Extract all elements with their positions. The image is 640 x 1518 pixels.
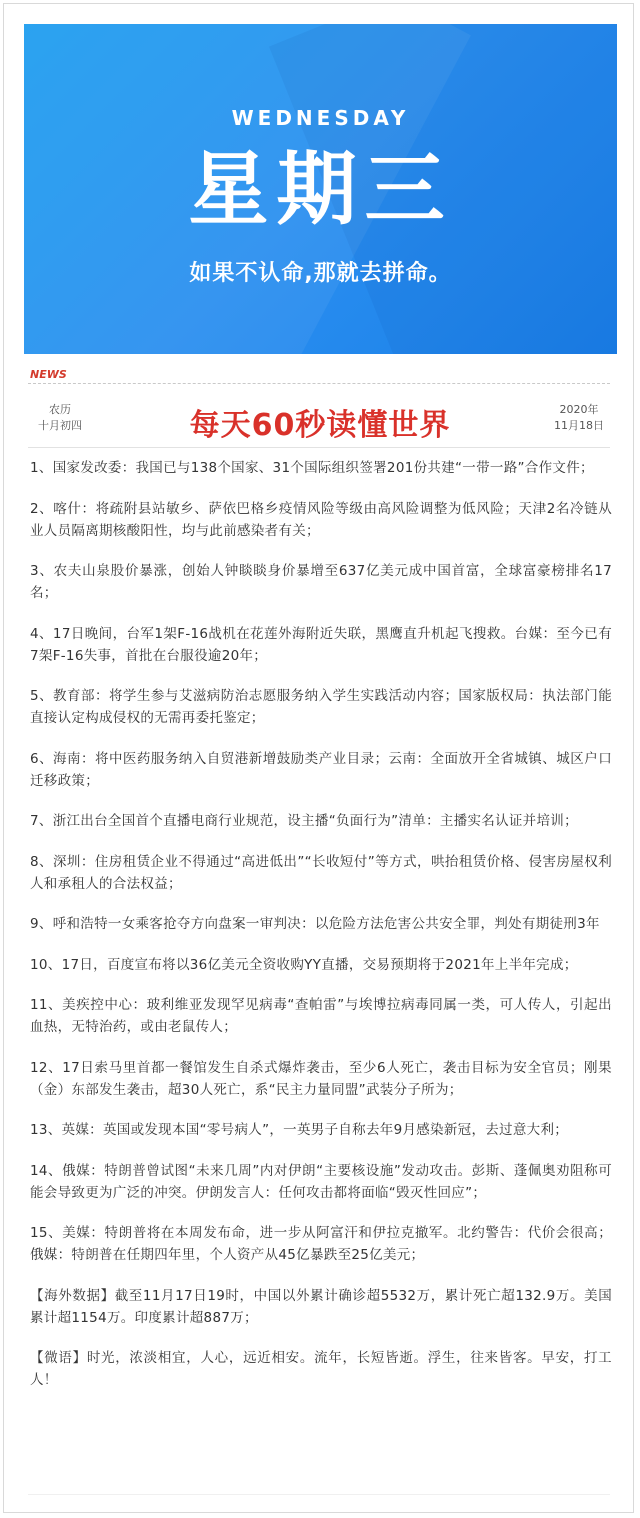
- news-item: 15、美媒：特朗普将在本周发布命，进一步从阿富汗和伊拉克撤军。北约警告：代价会很高；俄媒：特朗普在任期四年里，个人资产从45亿暴跌至25亿美元；: [30, 1225, 612, 1263]
- news-tag: NEWS: [30, 368, 67, 381]
- news-item: 11、美疾控中心：玻利维亚发现罕见病毒“查帕雷”与埃博拉病毒同属一类，可人传人，引起出血热，无特治药，或由老鼠传人；: [30, 997, 612, 1035]
- news-item: 9、呼和浩特一女乘客抢夺方向盘案一审判决：以危险方法危害公共安全罪，判处有期徒刑3年: [30, 916, 600, 932]
- date-month-day: 11月18日: [554, 419, 604, 432]
- lunar-date: [30, 402, 90, 434]
- lunar-day: 十月初四: [38, 419, 82, 432]
- news-item: 10、17日，百度宣布将以36亿美元全资收购YY直播，交易预期将于2021年上半年完成；: [30, 956, 578, 973]
- footer-divider: [28, 1494, 610, 1495]
- news-item: 1、国家发改委：我国已与138个国家、31个国际组织签署201份共建“一带一路”合作文件；: [30, 460, 594, 476]
- gregorian-date: [548, 402, 610, 434]
- news-item: 2、喀什：将疏附县站敏乡、萨依巴格乡疫情风险等级由高风险调整为低风险；天津2名冷链从业人员隔离期核酸阳性，均与此前感染者有关；: [30, 500, 612, 539]
- weekday-english: WEDNESDAY: [231, 106, 410, 130]
- quote-item: 【微语】时光，浓淡相宜，人心，远近相安。流年，长短皆逝。浮生，往来皆客。早安，打工人！: [30, 1350, 612, 1388]
- weekday-chinese: 星期三: [188, 143, 453, 236]
- news-item: 6、海南：将中医药服务纳入自贸港新增鼓励类产业目录；云南：全面放开全省城镇、城区户口迁移政策；: [30, 750, 612, 789]
- news-item: 8、深圳：住房租赁企业不得通过“高进低出”“长收短付”等方式，哄抬租赁价格、侵害房屋权利人和承租人的合法权益；: [30, 853, 612, 892]
- news-item: 14、俄媒：特朗普曾试图“未来几周”内对伊朗“主要核设施”发动攻击。彭斯、蓬佩奥劝阻称可能会导致更为广泛的冲突。伊朗发言人：任何攻击都将面临“毁灭性回应”；: [30, 1162, 612, 1201]
- page-title: 每天60秒读懂世界: [189, 408, 451, 443]
- news-item: 12、17日索马里首都一餐馆发生自杀式爆炸袭击，至少6人死亡，袭击目标为安全官员；刚果（金）东部发生袭击，超30人死亡，系“民主力量同盟”武装分子所为；: [30, 1059, 612, 1098]
- news-item: 3、农夫山泉股价暴涨，创始人钟睒睒身价暴增至637亿美元成中国首富，全球富豪榜排名17名；: [30, 563, 612, 601]
- weekday-banner: [24, 24, 617, 354]
- lunar-label: 农历: [49, 403, 71, 416]
- news-item: 13、英媒：英国或发现本国“零号病人”，一英男子自称去年9月感染新冠，去过意大利；: [30, 1122, 569, 1138]
- news-item: 5、教育部：将学生参与艾滋病防治志愿服务纳入学生实践活动内容；国家版权局：执法部门能直接认定构成侵权的无需再委托鉴定；: [30, 688, 612, 726]
- news-item: 4、17日晚间，台军1架F-16战机在花莲外海附近失联，黑鹰直升机起飞搜救。台媒：至今已有7架F-16失事，首批在台服役逾20年；: [30, 625, 612, 664]
- news-divider: [28, 383, 610, 384]
- banner-slogan: 如果不认命,那就去拼命。: [189, 261, 452, 286]
- overseas-data-item: 【海外数据】截至11月17日19时，中国以外累计确诊超5532万，累计死亡超132.9万。美国累计超1154万。印度累计超887万；: [30, 1287, 612, 1326]
- date-year: 2020年: [559, 403, 599, 416]
- news-list: [30, 457, 612, 1410]
- news-item: 7、浙江出台全国首个直播电商行业规范，设主播“负面行为”清单：主播实名认证并培训；: [30, 813, 578, 829]
- header-divider: [28, 447, 610, 448]
